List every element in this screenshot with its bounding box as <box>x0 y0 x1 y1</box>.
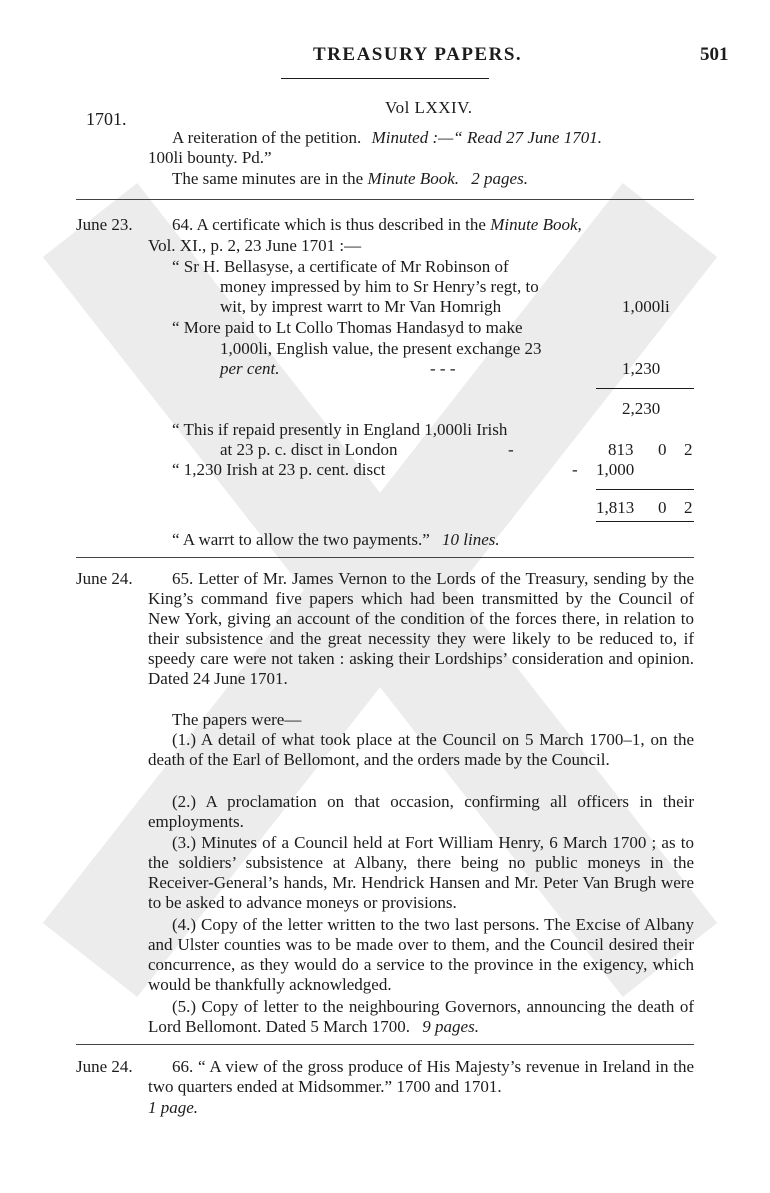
total-1: 2,230 <box>622 399 661 418</box>
amount-d: 1,000 <box>596 460 635 479</box>
paper-5: (5.) Copy of letter to the neighbouring Governors, announcing the death of Lord Bellomont. Dated 5 March 1700. 9 pages. <box>148 997 694 1036</box>
entry65-date: June 24. <box>76 569 133 588</box>
cert-b-line2: 1,000li, English value, the present exchange 23 <box>220 339 542 358</box>
paper-3: (3.) Minutes of a Council held at Fort William Henry, 6 March 1700 ; as to the soldiers’ subsistence at Albany, there being no public moneys in the Receiver-General’s hands, Mr. Hendrick Hansen and Mr. Peter Van Brugh were to be asked to advance moneys or provisions. <box>148 833 694 912</box>
entry66-pages: 1 page. <box>148 1098 199 1117</box>
entry64-intro2: Vol. XI., p. 2, 23 June 1701 :— <box>148 236 362 255</box>
entry-separator <box>76 557 694 558</box>
volume-heading: Vol LXXIV. <box>385 98 473 117</box>
entry64-date: June 23. <box>76 215 133 234</box>
cert-b-line3: per cent. <box>220 359 280 378</box>
papers-intro: The papers were— <box>172 710 302 729</box>
dash-c: - <box>508 440 514 459</box>
prev-entry-line3: The same minutes are in the Minute Book. 2 pages. <box>172 169 528 188</box>
cert-c-line1: “ This if repaid presently in England 1,000li Irish <box>172 420 508 439</box>
dashes-b: - - - <box>430 359 456 378</box>
total-rule-2 <box>596 489 694 490</box>
dash-d: - <box>572 460 578 479</box>
page-number: 501 <box>700 44 729 65</box>
entry-separator <box>76 1044 694 1045</box>
total-2: 1,813 <box>596 498 635 517</box>
entry66-date: June 24. <box>76 1057 133 1076</box>
running-title: TREASURY PAPERS. <box>313 44 523 65</box>
amount-b: 1,230 <box>622 359 661 378</box>
warrant-line: “ A warrt to allow the two payments.” 10 lines. <box>172 530 500 549</box>
header-rule <box>281 78 489 79</box>
amount-c: 813 <box>608 440 634 459</box>
entry64-intro: 64. A certificate which is thus described in the Minute Book, <box>172 215 582 234</box>
entry66-text: 66. “ A view of the gross produce of His Majesty’s revenue in Ireland in the two quarters ended at Midsommer.” 1700 and 1701. <box>148 1057 694 1096</box>
amount-c-shillings: 0 <box>658 440 667 459</box>
cert-a-line1: “ Sr H. Bellasyse, a certificate of Mr Robinson of <box>172 257 509 276</box>
entry65-text: 65. Letter of Mr. James Vernon to the Lords of the Treasury, sending by the King’s command five papers which had been transmitted by the Council of New York, giving an account of the condition of the forces there, in relation to their subsistence and the great necessity they were likely to be reduced to, if speedy care were not taken : asking their Lordships’ consideration and opinion. Dated 24 June 1701. <box>148 569 694 688</box>
prev-entry-line1: A reiteration of the petition. Minuted :—“ Read 27 June 1701. <box>172 128 602 147</box>
amount-a: 1,000li <box>622 297 670 316</box>
cert-a-line3: wit, by imprest warrt to Mr Van Homrigh <box>220 297 502 316</box>
paper-2: (2.) A proclamation on that occasion, confirming all officers in their employments. <box>148 792 694 831</box>
prev-entry-line2: 100li bounty. Pd.” <box>148 148 272 167</box>
cert-d-line: “ 1,230 Irish at 23 p. cent. disct <box>172 460 386 479</box>
paper-4: (4.) Copy of the letter written to the two last persons. The Excise of Albany and Ulster counties was to be made over to them, and the Council desired their concurrence, as they would do a service to the province in the exigency, which would be thankfully acknowledged. <box>148 915 694 994</box>
margin-year: 1701. <box>86 109 127 129</box>
total-2-pence: 2 <box>684 498 693 517</box>
paper-1: (1.) A detail of what took place at the Council on 5 March 1700–1, on the death of the Earl of Bellomont, and the orders made by the Council. <box>148 730 694 769</box>
cert-c-line2: at 23 p. c. disct in London <box>220 440 398 459</box>
cert-a-line2: money impressed by him to Sr Henry’s regt, to <box>220 277 539 296</box>
total-rule-3 <box>596 521 694 522</box>
amount-c-pence: 2 <box>684 440 693 459</box>
entry-separator <box>76 199 694 200</box>
cert-b-line1: “ More paid to Lt Collo Thomas Handasyd to make <box>172 318 523 337</box>
total-rule-1 <box>596 388 694 389</box>
total-2-shillings: 0 <box>658 498 667 517</box>
